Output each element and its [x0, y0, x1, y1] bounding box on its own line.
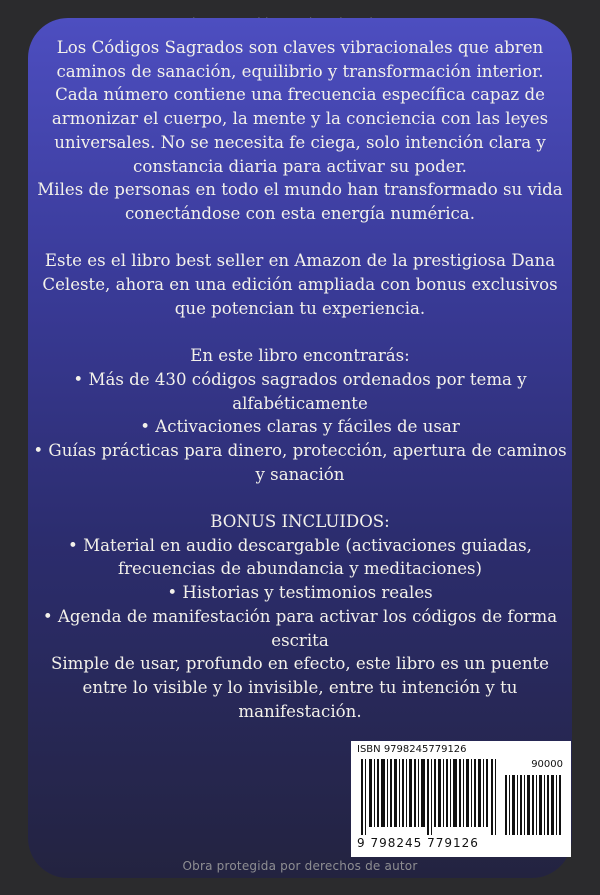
- addon-barcode-icon: [505, 775, 561, 835]
- testimony-paragraph: Miles de personas en todo el mundo han transformado su vida conectándose con esta energía numérica.: [37, 180, 563, 223]
- isbn-label: ISBN 9798245779126: [357, 744, 467, 755]
- list-item: • Activaciones claras y fáciles de usar: [140, 417, 460, 437]
- barcode-number: 9 798245 779126: [357, 836, 479, 850]
- barcode-bars-icon: [361, 759, 501, 835]
- list-item: • Historias y testimonios reales: [167, 583, 433, 603]
- frequency-paragraph: Cada número contiene una frecuencia específica capaz de armonizar el cuerpo, la mente y la conciencia con las leyes universales. No se necesita fe ciega, solo intención clara y constancia diaria para activar su poder.: [51, 85, 549, 176]
- list-item: • Guías prácticas para dinero, protección, apertura de caminos y sanación: [33, 440, 567, 484]
- list-item: • Más de 430 códigos sagrados ordenados por tema y alfabéticamente: [73, 369, 527, 413]
- watermark-bottom: Obra protegida por derechos de autor: [182, 859, 418, 873]
- isbn-barcode: [351, 741, 571, 857]
- bestseller-paragraph: Este es el libro best seller en Amazon de la prestigiosa Dana Celeste, ahora en una edición ampliada con bonus exclusivos que potencian tu experiencia.: [42, 251, 558, 318]
- list-item: • Material en audio descargable (activaciones guiadas, frecuencias de abundancia y meditaciones): [68, 535, 532, 579]
- bonus-heading: BONUS INCLUIDOS:: [210, 512, 390, 532]
- price-code: 90000: [531, 759, 563, 770]
- description-text: [30, 36, 570, 723]
- closing-paragraph: Simple de usar, profundo en efecto, este libro es un puente entre lo visible y lo invisible, entre tu intención y tu manifestación.: [50, 654, 549, 721]
- contents-heading: En este libro encontrarás:: [190, 346, 410, 366]
- intro-paragraph: Los Códigos Sagrados son claves vibracionales que abren caminos de sanación, equilibrio y transformación interior.: [56, 38, 544, 81]
- list-item: • Agenda de manifestación para activar los códigos de forma escrita: [42, 606, 558, 650]
